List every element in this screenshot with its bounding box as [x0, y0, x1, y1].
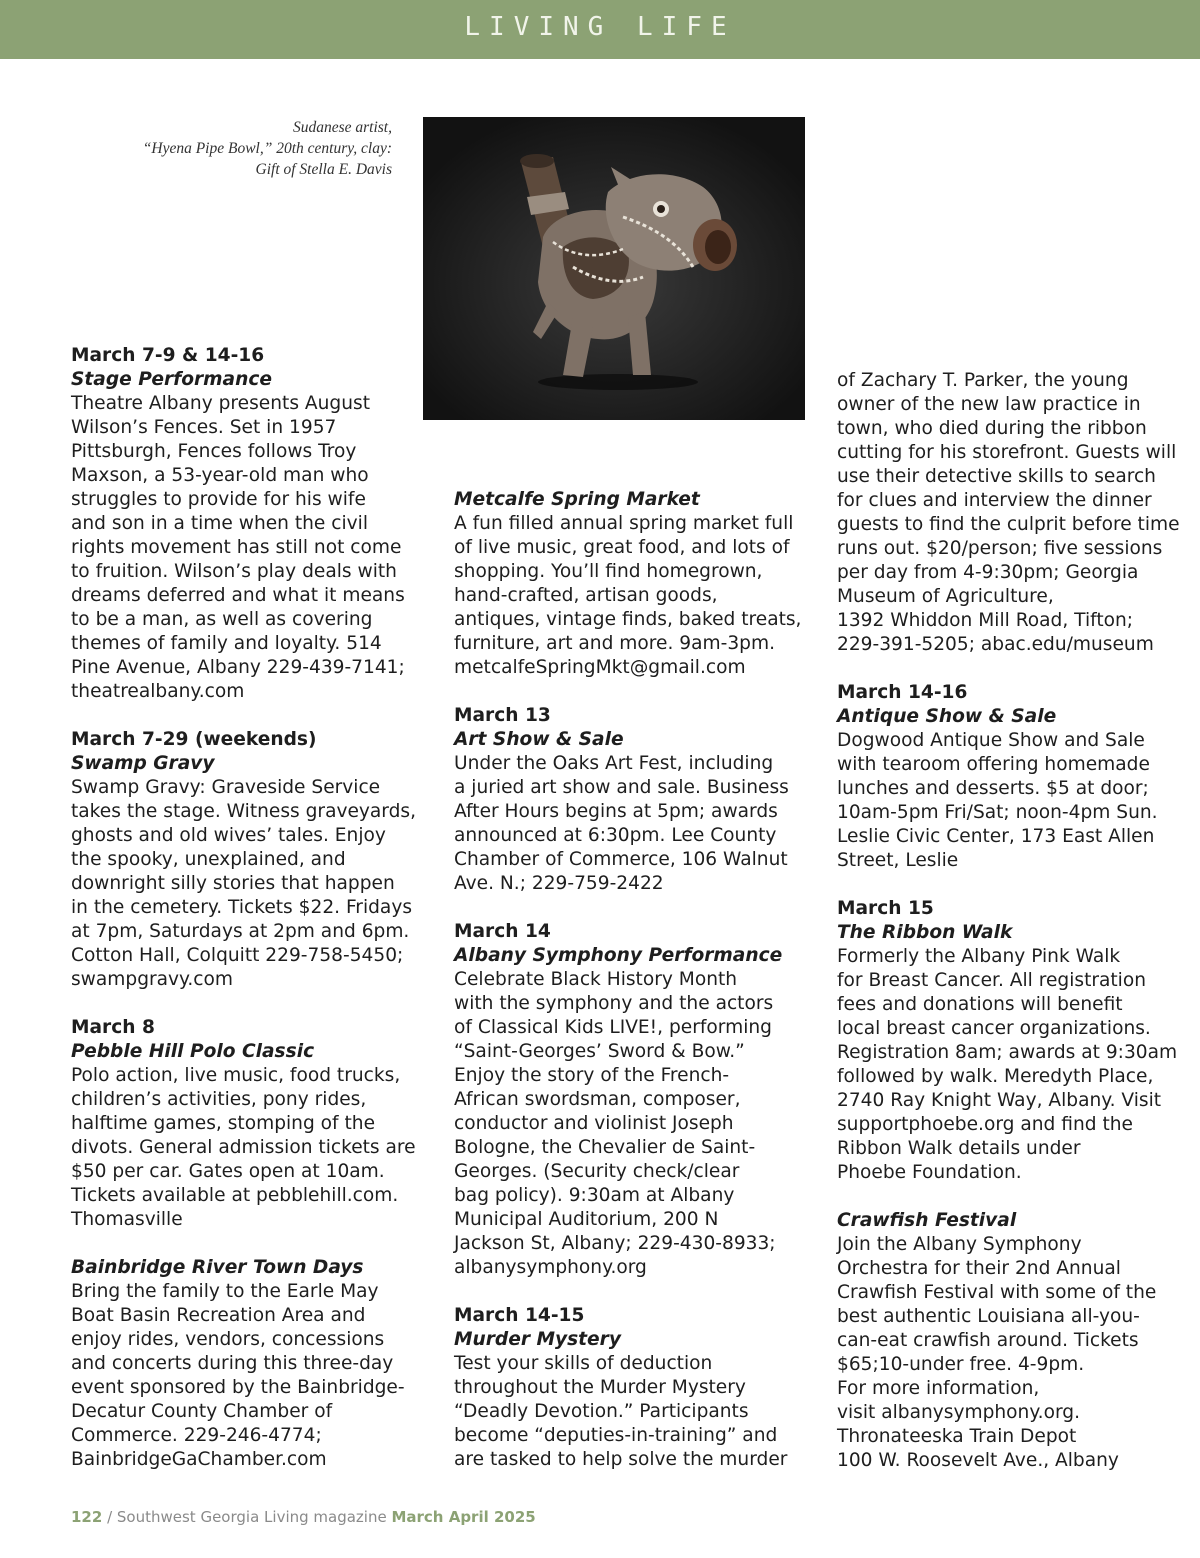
text-line: 2740 Ray Knight Way, Albany. Visit: [837, 1090, 1162, 1111]
text-line: of live music, great food, and lots of: [454, 537, 790, 558]
text-line: halftime games, stomping of the: [71, 1113, 376, 1134]
column-1: [71, 344, 416, 1496]
event-antique-show: [837, 681, 1182, 873]
text-line: Join the Albany Symphony: [837, 1234, 1082, 1255]
issue-date: March April 2025: [391, 1508, 536, 1526]
text-line: Street, Leslie: [837, 850, 959, 871]
text-line: African swordsman, composer,: [454, 1089, 741, 1110]
text-line: use their detective skills to search: [837, 466, 1156, 487]
text-line: BainbridgeGaChamber.com: [71, 1449, 327, 1470]
event-stage-performance: [71, 344, 416, 704]
text-line: Thronateeska Train Depot: [837, 1426, 1077, 1447]
event-description: [71, 776, 416, 992]
text-line: Pine Avenue, Albany 229-439-7141;: [71, 657, 405, 678]
text-line: in the cemetery. Tickets $22. Fridays: [71, 897, 413, 918]
event-title: Bainbridge River Town Days: [71, 1257, 364, 1278]
text-line: best authentic Louisiana all-you-: [837, 1306, 1140, 1327]
text-line: A fun filled annual spring market full: [454, 513, 794, 534]
event-title: Murder Mystery: [454, 1329, 621, 1350]
event-bainbridge-river-town-days: [71, 1256, 416, 1472]
text-line: swampgravy.com: [71, 969, 234, 990]
event-description: [454, 1352, 799, 1472]
text-line: themes of family and loyalty. 514: [71, 633, 382, 654]
text-line: 229-391-5205; abac.edu/museum: [837, 634, 1154, 655]
text-line: per day from 4-9:30pm; Georgia: [837, 562, 1139, 583]
text-line: downright silly stories that happen: [71, 873, 395, 894]
column-3: [837, 369, 1182, 1497]
text-line: Commerce. 229-246-4774;: [71, 1425, 322, 1446]
text-line: Celebrate Black History Month: [454, 969, 738, 990]
publication-name: / Southwest Georgia Living magazine: [102, 1508, 392, 1526]
event-description: [454, 968, 799, 1280]
text-line: takes the stage. Witness graveyards,: [71, 801, 417, 822]
text-line: $65;10-under free. 4-9pm.: [837, 1354, 1085, 1375]
text-line: Phoebe Foundation.: [837, 1162, 1022, 1183]
event-swamp-gravy: [71, 728, 416, 992]
text-line: Ribbon Walk details under: [837, 1138, 1081, 1159]
text-line: Theatre Albany presents August: [71, 393, 370, 414]
section-title: LIVING LIFE: [464, 12, 736, 42]
text-line: conductor and violinist Joseph: [454, 1113, 734, 1134]
text-line: Chamber of Commerce, 106 Walnut: [454, 849, 788, 870]
text-line: Orchestra for their 2nd Annual: [837, 1258, 1121, 1279]
text-line: guests to find the culprit before time: [837, 514, 1180, 535]
text-line: shopping. You’ll find homegrown,: [454, 561, 763, 582]
text-line: throughout the Murder Mystery: [454, 1377, 746, 1398]
caption-line: “Hyena Pipe Bowl,” 20th century, clay:: [142, 140, 392, 157]
event-murder-mystery-continued: [837, 369, 1182, 657]
text-line: for Breast Cancer. All registration: [837, 970, 1147, 991]
event-ribbon-walk: [837, 897, 1182, 1185]
text-line: followed by walk. Meredyth Place,: [837, 1066, 1154, 1087]
event-title: Metcalfe Spring Market: [454, 489, 700, 510]
text-line: furniture, art and more. 9am-3pm.: [454, 633, 775, 654]
text-line: “Deadly Devotion.” Participants: [454, 1401, 749, 1422]
event-description: [837, 369, 1182, 657]
text-line: and concerts during this three-day: [71, 1353, 394, 1374]
event-description: [71, 1280, 416, 1472]
text-line: to fruition. Wilson’s play deals with: [71, 561, 397, 582]
text-line: Crawfish Festival with some of the: [837, 1282, 1157, 1303]
text-line: with tearoom offering homemade: [837, 754, 1150, 775]
event-description: [454, 752, 799, 896]
column-2: [454, 488, 802, 1496]
text-line: Jackson St, Albany; 229-430-8933;: [454, 1233, 776, 1254]
section-banner: [0, 0, 1200, 59]
text-line: with the symphony and the actors: [454, 993, 774, 1014]
text-line: Georges. (Security check/clear: [454, 1161, 740, 1182]
caption-line: Sudanese artist,: [292, 119, 392, 136]
text-line: Thomasville: [71, 1209, 183, 1230]
clay-hyena-pipe-icon: [423, 117, 805, 420]
text-line: the spooky, unexplained, and: [71, 849, 346, 870]
event-title: The Ribbon Walk: [837, 922, 1013, 943]
text-line: ghosts and old wives’ tales. Enjoy: [71, 825, 386, 846]
text-line: and son in a time when the civil: [71, 513, 369, 534]
text-line: of Classical Kids LIVE!, performing: [454, 1017, 772, 1038]
event-date: March 8: [71, 1017, 155, 1038]
text-line: supportphoebe.org and find the: [837, 1114, 1133, 1135]
text-line: Polo action, live music, food trucks,: [71, 1065, 401, 1086]
text-line: local breast cancer organizations.: [837, 1018, 1151, 1039]
text-line: event sponsored by the Bainbridge-: [71, 1377, 405, 1398]
text-line: Bring the family to the Earle May: [71, 1281, 379, 1302]
event-description: [71, 392, 416, 704]
text-line: Swamp Gravy: Graveside Service: [71, 777, 381, 798]
text-line: 10am-5pm Fri/Sat; noon-4pm Sun.: [837, 802, 1158, 823]
event-date: March 7-9 & 14-16: [71, 345, 265, 366]
event-date: March 15: [837, 898, 934, 919]
text-line: rights movement has still not come: [71, 537, 402, 558]
text-line: Municipal Auditorium, 200 N: [454, 1209, 719, 1230]
text-line: of Zachary T. Parker, the young: [837, 370, 1129, 391]
text-line: at 7pm, Saturdays at 2pm and 6pm.: [71, 921, 410, 942]
text-line: Formerly the Albany Pink Walk: [837, 946, 1121, 967]
event-title: Stage Performance: [71, 369, 272, 390]
text-line: are tasked to help solve the murder: [454, 1449, 788, 1470]
text-line: visit albanysymphony.org.: [837, 1402, 1080, 1423]
text-line: announced at 6:30pm. Lee County: [454, 825, 777, 846]
text-line: to be a man, as well as covering: [71, 609, 373, 630]
text-line: bag policy). 9:30am at Albany: [454, 1185, 735, 1206]
text-line: town, who died during the ribbon: [837, 418, 1147, 439]
text-line: lunches and desserts. $5 at door;: [837, 778, 1149, 799]
text-line: children’s activities, pony rides,: [71, 1089, 367, 1110]
photo-caption: [100, 117, 392, 180]
event-description: [71, 1064, 416, 1232]
event-title: Art Show & Sale: [454, 729, 624, 750]
event-date: March 14-15: [454, 1305, 585, 1326]
text-line: Maxson, a 53-year-old man who: [71, 465, 369, 486]
text-line: Bologne, the Chevalier de Saint-: [454, 1137, 756, 1158]
event-metcalfe-spring-market: [454, 488, 802, 680]
text-line: 1392 Whiddon Mill Road, Tifton;: [837, 610, 1134, 631]
page-footer: [71, 1508, 536, 1526]
text-line: Test your skills of deduction: [454, 1353, 713, 1374]
text-line: enjoy rides, vendors, concessions: [71, 1329, 385, 1350]
text-line: Tickets available at pebblehill.com.: [71, 1185, 399, 1206]
text-line: Enjoy the story of the French-: [454, 1065, 730, 1086]
event-title: Crawfish Festival: [837, 1210, 1017, 1231]
text-line: Cotton Hall, Colquitt 229-758-5450;: [71, 945, 404, 966]
text-line: $50 per car. Gates open at 10am.: [71, 1161, 385, 1182]
text-line: Wilson’s Fences. Set in 1957: [71, 417, 337, 438]
event-description: [837, 945, 1182, 1185]
event-art-show-sale: [454, 704, 799, 896]
event-description: [837, 1233, 1182, 1473]
event-date: March 14: [454, 921, 551, 942]
page-number: 122: [71, 1508, 103, 1526]
text-line: albanysymphony.org: [454, 1257, 647, 1278]
text-line: “Saint-Georges’ Sword & Bow.”: [454, 1041, 745, 1062]
text-line: runs out. $20/person; five sessions: [837, 538, 1163, 559]
event-albany-symphony: [454, 920, 799, 1280]
text-line: metcalfeSpringMkt@gmail.com: [454, 657, 746, 678]
text-line: For more information,: [837, 1378, 1040, 1399]
text-line: Leslie Civic Center, 173 East Allen: [837, 826, 1155, 847]
text-line: for clues and interview the dinner: [837, 490, 1152, 511]
text-line: antiques, vintage finds, baked treats,: [454, 609, 802, 630]
text-line: cutting for his storefront. Guests will: [837, 442, 1177, 463]
text-line: fees and donations will benefit: [837, 994, 1123, 1015]
text-line: become “deputies-in-training” and: [454, 1425, 778, 1446]
text-line: Ave. N.; 229-759-2422: [454, 873, 664, 894]
text-line: Boat Basin Recreation Area and: [71, 1305, 366, 1326]
hyena-pipe-photo: [423, 117, 805, 420]
event-crawfish-festival: [837, 1209, 1182, 1473]
event-title: Antique Show & Sale: [837, 706, 1057, 727]
text-line: Under the Oaks Art Fest, including: [454, 753, 774, 774]
text-line: Dogwood Antique Show and Sale: [837, 730, 1145, 751]
text-line: can-eat crawfish around. Tickets: [837, 1330, 1139, 1351]
text-line: 100 W. Roosevelt Ave., Albany: [837, 1450, 1119, 1471]
event-title: Pebble Hill Polo Classic: [71, 1041, 315, 1062]
caption-line: Gift of Stella E. Davis: [255, 161, 392, 178]
text-line: struggles to provide for his wife: [71, 489, 366, 510]
text-line: Pittsburgh, Fences follows Troy: [71, 441, 357, 462]
text-line: divots. General admission tickets are: [71, 1137, 416, 1158]
event-description: [454, 512, 802, 680]
event-murder-mystery: [454, 1304, 799, 1472]
text-line: After Hours begins at 5pm; awards: [454, 801, 778, 822]
text-line: Museum of Agriculture,: [837, 586, 1054, 607]
event-description: [837, 729, 1182, 873]
event-title: Albany Symphony Performance: [454, 945, 783, 966]
text-line: Registration 8am; awards at 9:30am: [837, 1042, 1178, 1063]
event-pebble-hill-polo: [71, 1016, 416, 1232]
text-line: dreams deferred and what it means: [71, 585, 405, 606]
text-line: Decatur County Chamber of: [71, 1401, 333, 1422]
text-line: owner of the new law practice in: [837, 394, 1141, 415]
event-date: March 14-16: [837, 682, 968, 703]
event-title: Swamp Gravy: [71, 753, 215, 774]
text-line: a juried art show and sale. Business: [454, 777, 789, 798]
text-line: theatrealbany.com: [71, 681, 245, 702]
event-date: March 7-29 (weekends): [71, 729, 317, 750]
text-line: hand-crafted, artisan goods,: [454, 585, 718, 606]
event-date: March 13: [454, 705, 551, 726]
